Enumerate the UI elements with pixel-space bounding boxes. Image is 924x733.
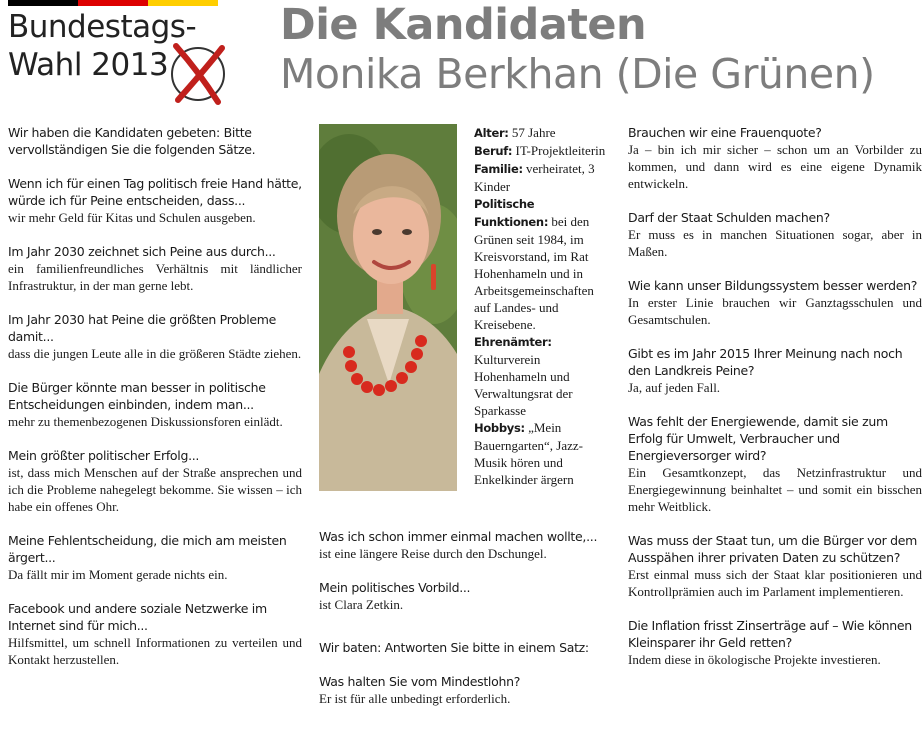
profile-label: Familie: (474, 162, 523, 176)
intro-text: Wir haben die Kandidaten gebeten: Bitte vervollständigen Sie die folgenden Sätze. (8, 125, 256, 157)
qa-item (319, 579, 611, 613)
question: Mein politisches Vorbild... (319, 580, 471, 595)
brand-line2: Wahl 2013 (8, 47, 169, 83)
answer: ist, dass mich Menschen auf der Straße ansprechen und ich die Probleme nahegelegt bekomme. Sie wissen – ich habe ein offenes Ohr. (8, 465, 302, 514)
answer: Erst einmal muss sich der Staat klar positionieren und Kontrollprämien auch im Parlament implementieren. (628, 567, 922, 599)
profile-age (474, 124, 607, 142)
answer: ist eine längere Reise durch den Dschungel. (319, 546, 547, 561)
profile-value: Kulturverein Hohenhameln und Verwaltungsrat der Sparkasse (474, 352, 573, 418)
question: Mein größter politischer Erfolg... (8, 448, 200, 463)
answer: Ein Gesamtkonzept, das Netzinfrastruktur und Energiegewinnung beinhaltet – und somit ein bisschen mehr Weitblick. (628, 465, 922, 514)
candidate-name: Monika Berkhan (Die Grünen) (280, 50, 875, 98)
profile-value: 57 Jahre (511, 125, 556, 140)
qa-item (628, 617, 922, 668)
qa-item (8, 532, 302, 583)
profile-functions (474, 195, 607, 333)
question: Wenn ich für einen Tag politisch freie Hand hätte, würde ich für Peine entscheiden, dass... (8, 176, 302, 208)
answer: Ja, auf jeden Fall. (628, 380, 721, 395)
qa-item (8, 175, 302, 226)
candidate-profile (474, 124, 607, 488)
column-middle (319, 528, 611, 724)
flag-red (78, 0, 148, 6)
answer: In erster Linie brauchen wir Ganztagsschulen und Gesamtschulen. (628, 295, 922, 327)
question: Im Jahr 2030 hat Peine die größten Probleme damit... (8, 312, 277, 344)
question: Was muss der Staat tun, um die Bürger vor dem Ausspähen ihrer privaten Daten zu schützen? (628, 533, 918, 565)
page-title: Die Kandidaten (280, 0, 647, 50)
x-mark-icon (166, 38, 228, 106)
answer: Er ist für alle unbedingt erforderlich. (319, 691, 511, 706)
answer: Da fällt mir im Moment gerade nichts ein. (8, 567, 228, 582)
question: Was halten Sie vom Mindestlohn? (319, 674, 521, 689)
qa-item (319, 528, 611, 562)
qa-item (8, 600, 302, 668)
qa-item (8, 447, 302, 515)
profile-label: Alter: (474, 126, 509, 140)
answer: Ja – bin ich mir sicher – schon um an Vorbilder zu kommen, und dann wird es eine eigene Dynamik entwickeln. (628, 142, 922, 191)
question: Facebook und andere soziale Netzwerke im Internet sind für mich... (8, 601, 267, 633)
answer: Hilfsmittel, um schnell Informationen zu verteilen und Kontakt herzustellen. (8, 635, 302, 667)
answer: wir mehr Geld für Kitas und Schulen ausgeben. (8, 210, 256, 225)
qa-item (628, 413, 922, 515)
flag-gold (148, 0, 218, 6)
intro-text-short: Wir baten: Antworten Sie bitte in einem Satz: (319, 640, 589, 655)
answer: Er muss es in manchen Situationen sogar, aber in Maßen. (628, 227, 922, 259)
answer: ein familienfreundliches Verhältnis mit ländlicher Infrastruktur, in der man gerne lebt. (8, 261, 302, 293)
profile-job (474, 142, 607, 160)
question: Die Bürger könnte man besser in politische Entscheidungen einbinden, indem man... (8, 380, 266, 412)
question: Was ich schon immer einmal machen wollte,... (319, 529, 598, 544)
flag-black (8, 0, 78, 6)
qa-item (8, 243, 302, 294)
profile-value: verheiratet, 3 Kinder (474, 161, 595, 194)
qa-item (628, 277, 922, 328)
answer: mehr zu themenbezogenen Diskussionsforen einlädt. (8, 414, 283, 429)
profile-label: Ehrenämter: (474, 335, 552, 349)
profile-label: Politische Funktionen: (474, 197, 549, 229)
candidate-photo (319, 124, 457, 491)
question: Darf der Staat Schulden machen? (628, 210, 830, 225)
profile-family (474, 160, 607, 195)
question: Meine Fehlentscheidung, die mich am meisten ärgert... (8, 533, 287, 565)
question: Was fehlt der Energiewende, damit sie zum Erfolg für Umwelt, Verbraucher und Energieversorger wird? (628, 414, 888, 463)
qa-item (8, 311, 302, 362)
answer: dass die jungen Leute alle in die größeren Städte ziehen. (8, 346, 302, 361)
answer: ist Clara Zetkin. (319, 597, 404, 612)
column-right (628, 124, 922, 685)
question: Gibt es im Jahr 2015 Ihrer Meinung nach noch den Landkreis Peine? (628, 346, 903, 378)
portrait-illustration (319, 124, 457, 491)
question: Wie kann unser Bildungssystem besser werden? (628, 278, 918, 293)
profile-value: bei den Grünen seit 1984, im Kreisvorstand, im Rat Hohenhameln und in Arbeitsgemeinschaften auf Landes- und Kreisebene. (474, 214, 594, 332)
qa-item (628, 345, 922, 396)
question: Die Inflation frisst Zinserträge auf – Wie können Kleinsparer ihr Geld retten? (628, 618, 912, 650)
profile-label: Beruf: (474, 144, 513, 158)
qa-item (8, 379, 302, 430)
profile-hobbies (474, 419, 607, 488)
column-left (8, 124, 302, 685)
qa-item (628, 209, 922, 260)
qa-item (319, 673, 611, 707)
qa-item (628, 124, 922, 192)
profile-honorary (474, 333, 607, 419)
profile-value: „Mein Bauerngarten“, Jazz-Musik hören und Enkelkinder ärgern (474, 420, 583, 487)
qa-item (628, 532, 922, 600)
brand-line1: Bundestags- (8, 9, 197, 45)
profile-value: IT-Projektleiterin (515, 143, 606, 158)
answer: Indem diese in ökologische Projekte investieren. (628, 652, 881, 667)
profile-label: Hobbys: (474, 421, 525, 435)
question: Brauchen wir eine Frauenquote? (628, 125, 822, 140)
headline (280, 0, 920, 98)
question: Im Jahr 2030 zeichnet sich Peine aus durch... (8, 244, 276, 259)
german-flag-stripe (8, 0, 218, 6)
